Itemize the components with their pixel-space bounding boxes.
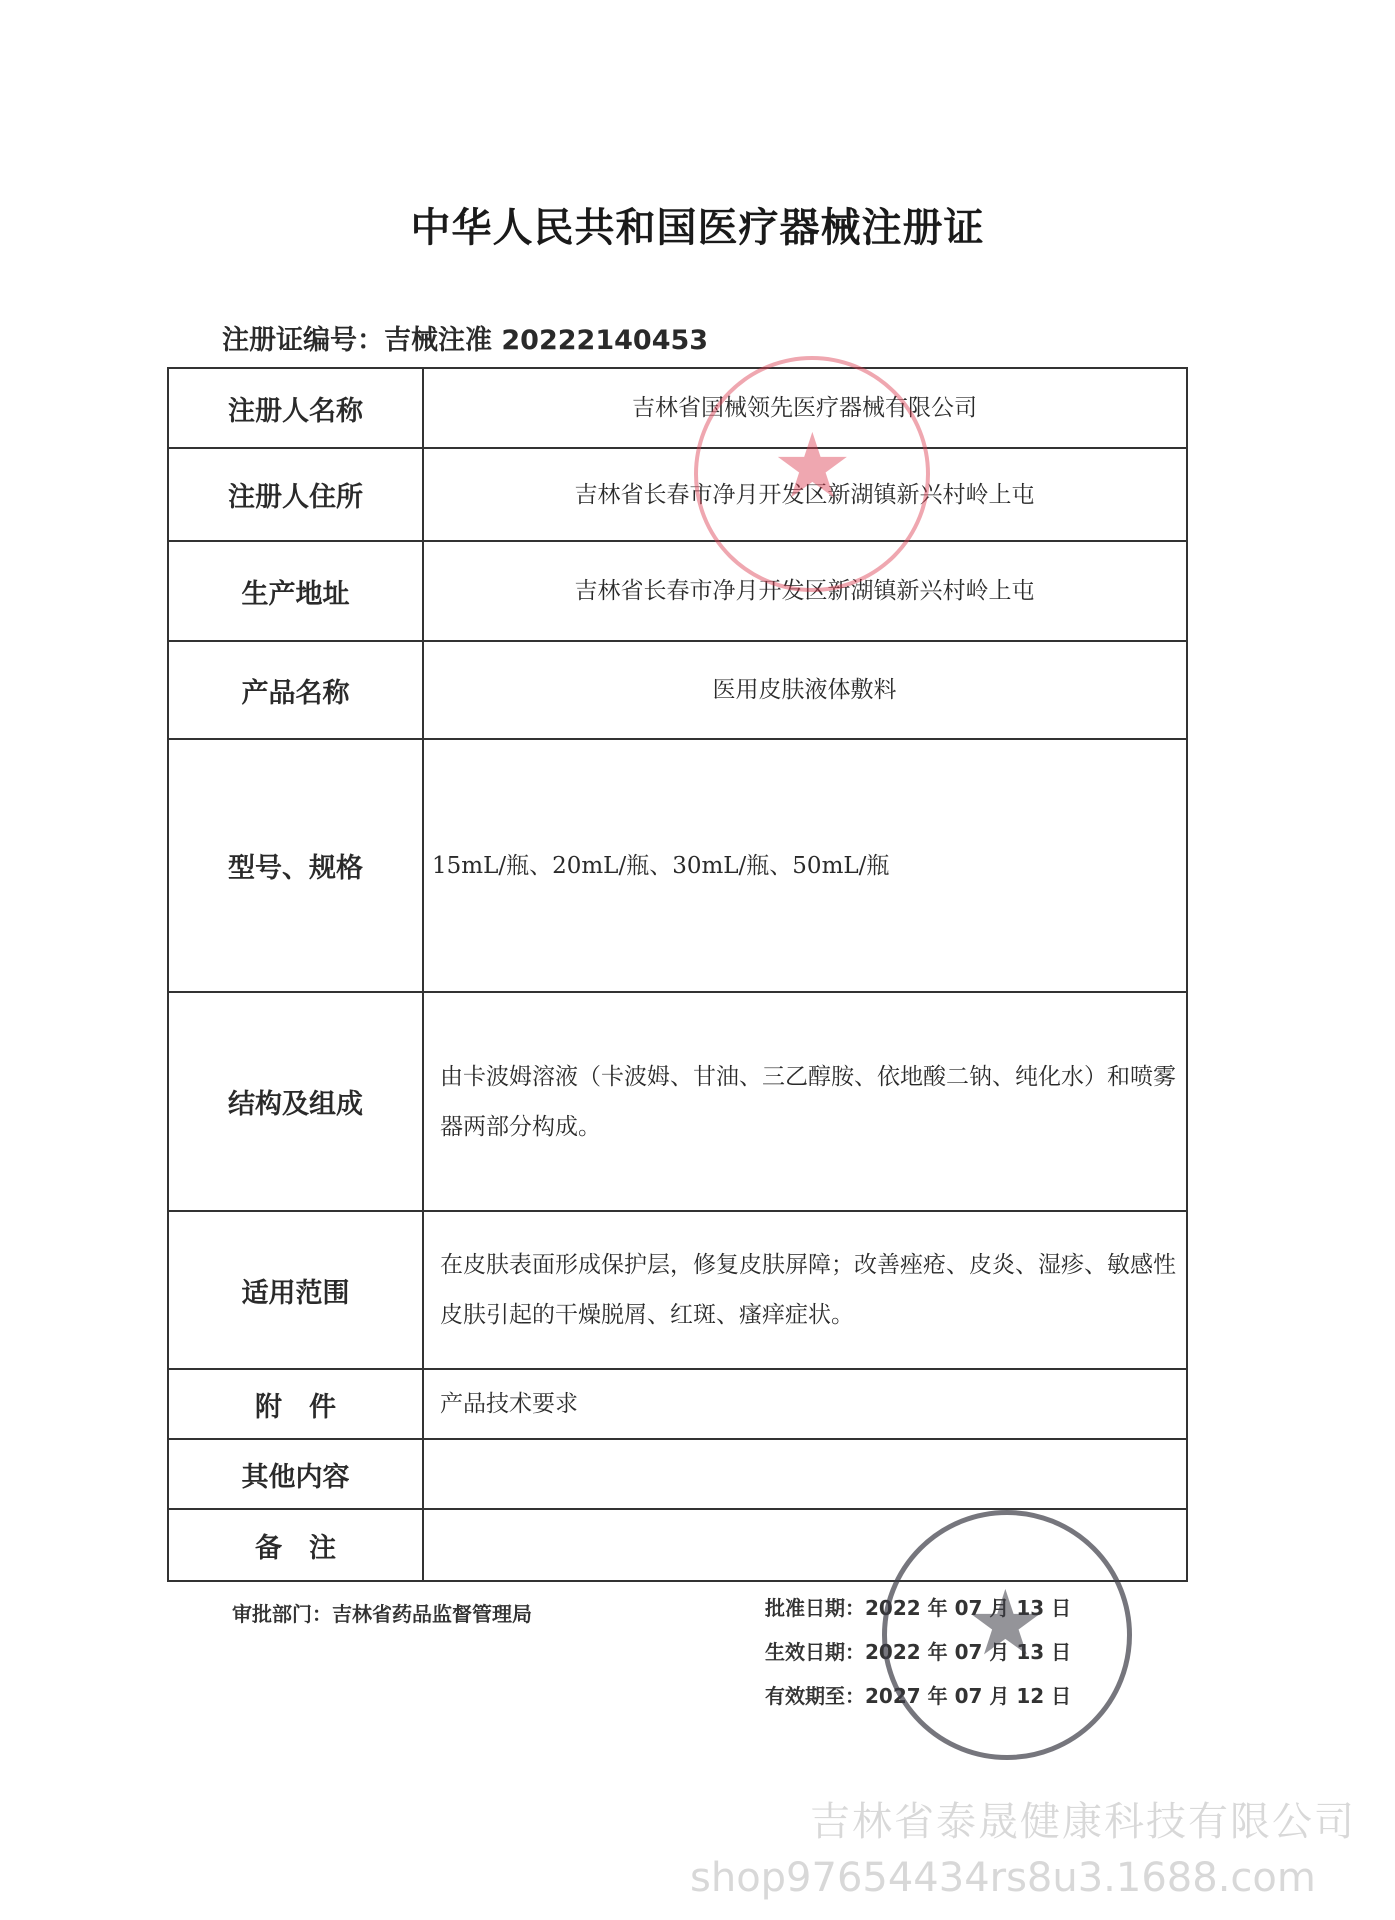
row-label: 生产地址 — [168, 541, 423, 641]
row-label: 型号、规格 — [168, 739, 423, 992]
row-value: 吉林省长春市净月开发区新湖镇新兴村岭上屯 — [423, 448, 1187, 541]
star-icon: ★ — [965, 1571, 1046, 1676]
table-row — [168, 992, 1187, 1211]
row-value: 吉林省国械领先医疗器械有限公司 — [423, 368, 1187, 448]
table-row — [168, 641, 1187, 739]
certificate-table — [167, 367, 1188, 1582]
star-icon: ★ — [772, 414, 853, 519]
table-row — [168, 1369, 1187, 1439]
row-label: 备 注 — [168, 1509, 423, 1581]
table-row — [168, 368, 1187, 448]
table-row — [168, 448, 1187, 541]
row-label: 适用范围 — [168, 1211, 423, 1369]
company-seal-stamp — [694, 356, 930, 592]
authority-seal-stamp — [882, 1510, 1132, 1760]
registration-number: 注册证编号：吉械注准 20222140453 — [222, 325, 709, 356]
row-label: 注册人住所 — [168, 448, 423, 541]
document-title: 中华人民共和国医疗器械注册证 — [410, 205, 985, 251]
table-row — [168, 739, 1187, 992]
watermark-company: 吉林省泰晟健康科技有限公司 — [810, 1799, 1356, 1845]
row-label: 结构及组成 — [168, 992, 423, 1211]
approval-department: 审批部门：吉林省药品监督管理局 — [232, 1602, 532, 1626]
row-value: 医用皮肤液体敷料 — [423, 641, 1187, 739]
effective-date: 生效日期：2022 年 07 月 13 日 — [765, 1640, 1072, 1664]
approval-date: 批准日期：2022 年 07 月 13 日 — [765, 1596, 1072, 1620]
row-value: 吉林省长春市净月开发区新湖镇新兴村岭上屯 — [423, 541, 1187, 641]
row-value: 15mL/瓶、20mL/瓶、30mL/瓶、50mL/瓶 — [423, 739, 1187, 992]
table-row — [168, 541, 1187, 641]
row-value: 在皮肤表面形成保护层，修复皮肤屏障；改善痤疮、皮炎、湿疹、敏感性皮肤引起的干燥脱屑、红斑、瘙痒症状。 — [423, 1211, 1187, 1369]
table-row — [168, 1211, 1187, 1369]
watermark-url: shop97654434rs8u3.1688.com — [690, 1855, 1316, 1901]
row-value: 产品技术要求 — [423, 1369, 1187, 1439]
expiry-date: 有效期至：2027 年 07 月 12 日 — [765, 1684, 1072, 1708]
row-value: 由卡波姆溶液（卡波姆、甘油、三乙醇胺、依地酸二钠、纯化水）和喷雾器两部分构成。 — [423, 992, 1187, 1211]
row-label: 产品名称 — [168, 641, 423, 739]
row-label: 注册人名称 — [168, 368, 423, 448]
row-label: 其他内容 — [168, 1439, 423, 1509]
table-row — [168, 1439, 1187, 1509]
row-value — [423, 1439, 1187, 1509]
row-label: 附 件 — [168, 1369, 423, 1439]
